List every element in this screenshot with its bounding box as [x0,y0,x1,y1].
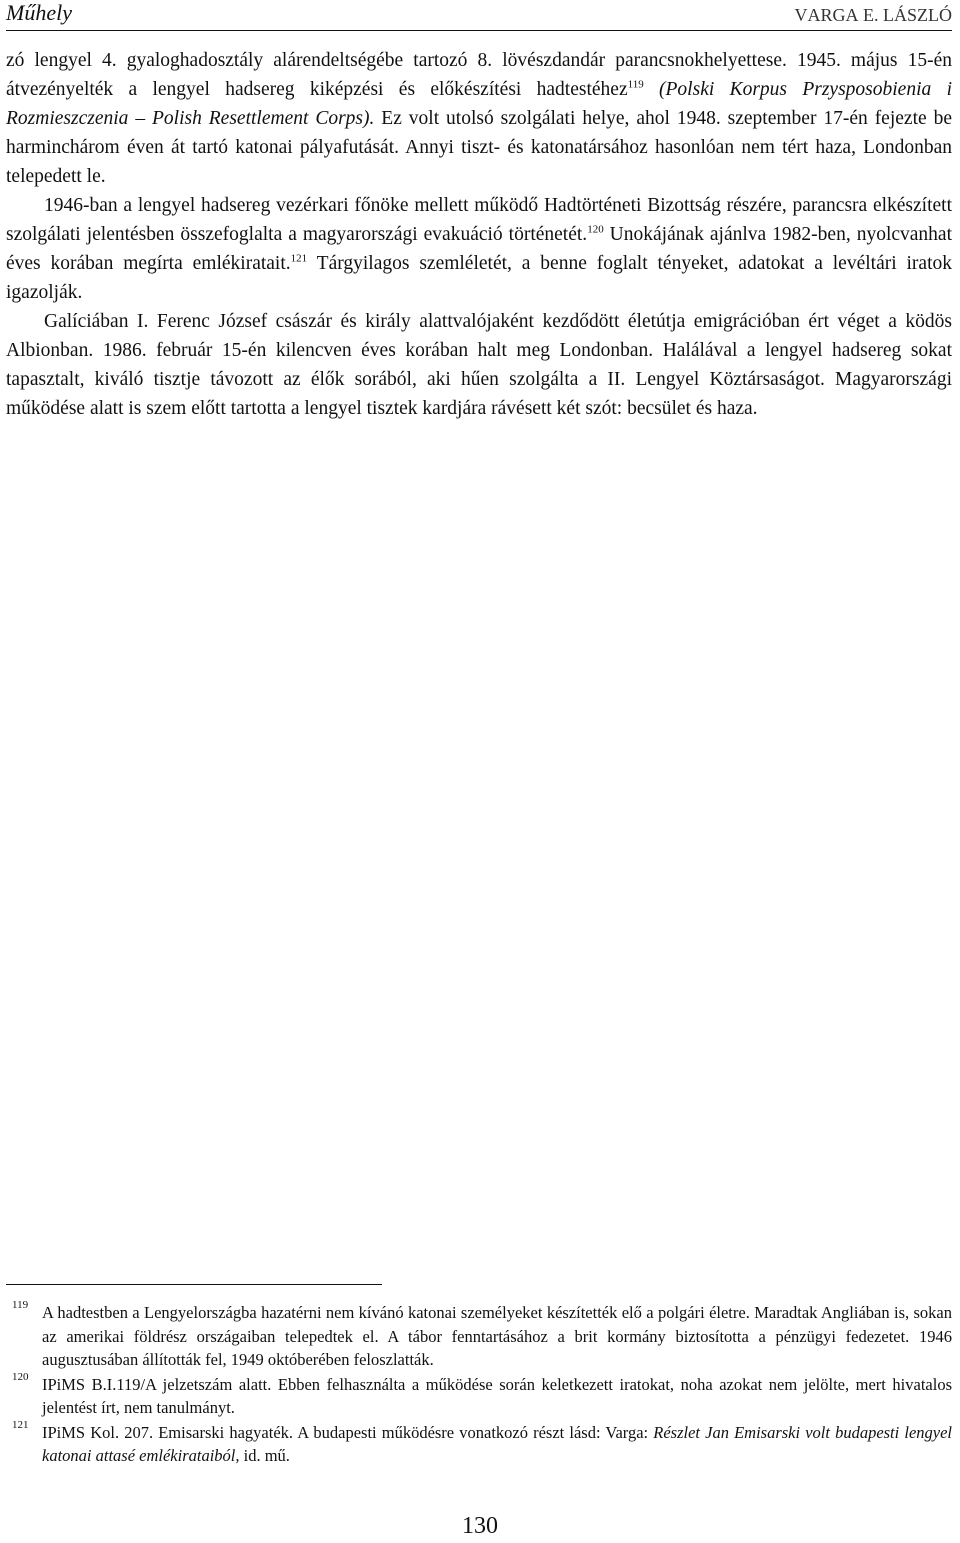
footnote-number: 121 [12,1418,29,1431]
corps-name: (Polski Korpus Przysposobienia i Rozmieszczenia – Polish Resettlement Corps). [6,79,952,129]
footnote-119: 119 A hadtestben a Lengyelországba hazatérni nem kívánó katonai személyeket készítették elő a polgári életre. Maradtak Angliában is, sokan az amerikai földrész országaiban telepedtek el. A tábor fenntartásához a brit kormány biztosította a pénzügyi fedezetet. 1946 augusztusában állították fel, 1949 októberében feloszlatták. [12,1299,952,1369]
cited-title: Részlet Jan Emisarski volt budapesti lengyel katonai attasé emlékirataiból, [42,1422,952,1465]
page-number: 130 [462,1513,498,1539]
footnote-121: 121 IPiMS Kol. 207. Emisarski hagyaték. A budapesti működésre vonatkozó részt lásd: Varga: Részlet Jan Emisarski volt budapesti lengyel katonai attasé emlékirataiból, id. mű. [12,1418,952,1465]
footnote-divider [6,1284,382,1285]
author-name: VARGA E. LÁSZLÓ [794,5,952,25]
main-text [6,46,952,423]
paragraph-2: 1946-ban a lengyel hadsereg vezérkari főnöke mellett működő Hadtörténeti Bizottság részére, parancsra elkészített szolgálati jelentésben összefoglalta a magyarországi evakuáció történetét.$^{120}$ Unokájának ajánlva 1982-ben, nyolcvanhat éves korában megírta emlékiratait.$^{121}$ Tárgyilagos szemléletét, a benne foglalt tényeket, adatokat a levéltári iratok igazolják. [6,195,953,303]
footnote-number: 120 [12,1370,29,1383]
footnote-120: 120 IPiMS B.I.119/A jelzetszám alatt. Ebben felhasználta a működése során keletkezett iratokat, noha azokat nem jelölte, mert hivatalos jelentést írt, nem tanulmányt. [12,1370,952,1417]
running-header [6,0,952,31]
paragraph-1: zó lengyel 4. gyaloghadosztály alárendeltségébe tartozó 8. lövészdandár parancsnokhelyettese. 1945. május 15-én átvezényelték a lengyel hadsereg kiképzési és előkészítési hadtestéhez$^{119}$ (Polski Korpus Przysposobienia i Rozmieszczenia – Polish Resettlement Corps). Ez volt utolsó szolgálati helye, ahol 1948. szeptember 17-én fejezte be harminchárom éven át tartó katonai pályafutását. Annyi tiszt- és katonatársához hasonlóan nem tért haza, Londonban telepedett le. [6,50,952,187]
paragraph-3: Galíciában I. Ferenc József császár és király alattvalójaként kezdődött életútja emigrációban ért véget a ködös Albionban. 1986. február 15-én kilencven éves korában halt meg Londonban. Halálával a lengyel hadsereg sokat tapasztalt, kiváló tisztje távozott az élők sorából, aki hűen szolgálta a II. Lengyel Köztársaságot. Magyarországi működése alatt is szem előtt tartotta a lengyel tisztek kardjára rávésett két szót: becsület és haza. [6,311,952,419]
footnote-number: 119 [12,1299,29,1311]
footnote-ref-119[interactable]: 119 [627,78,644,91]
footnotes [6,1301,952,1469]
footnote-ref-121[interactable]: 121 [290,252,308,265]
footnote-ref-120[interactable]: 120 [587,223,604,236]
section-title: Műhely [6,0,72,25]
